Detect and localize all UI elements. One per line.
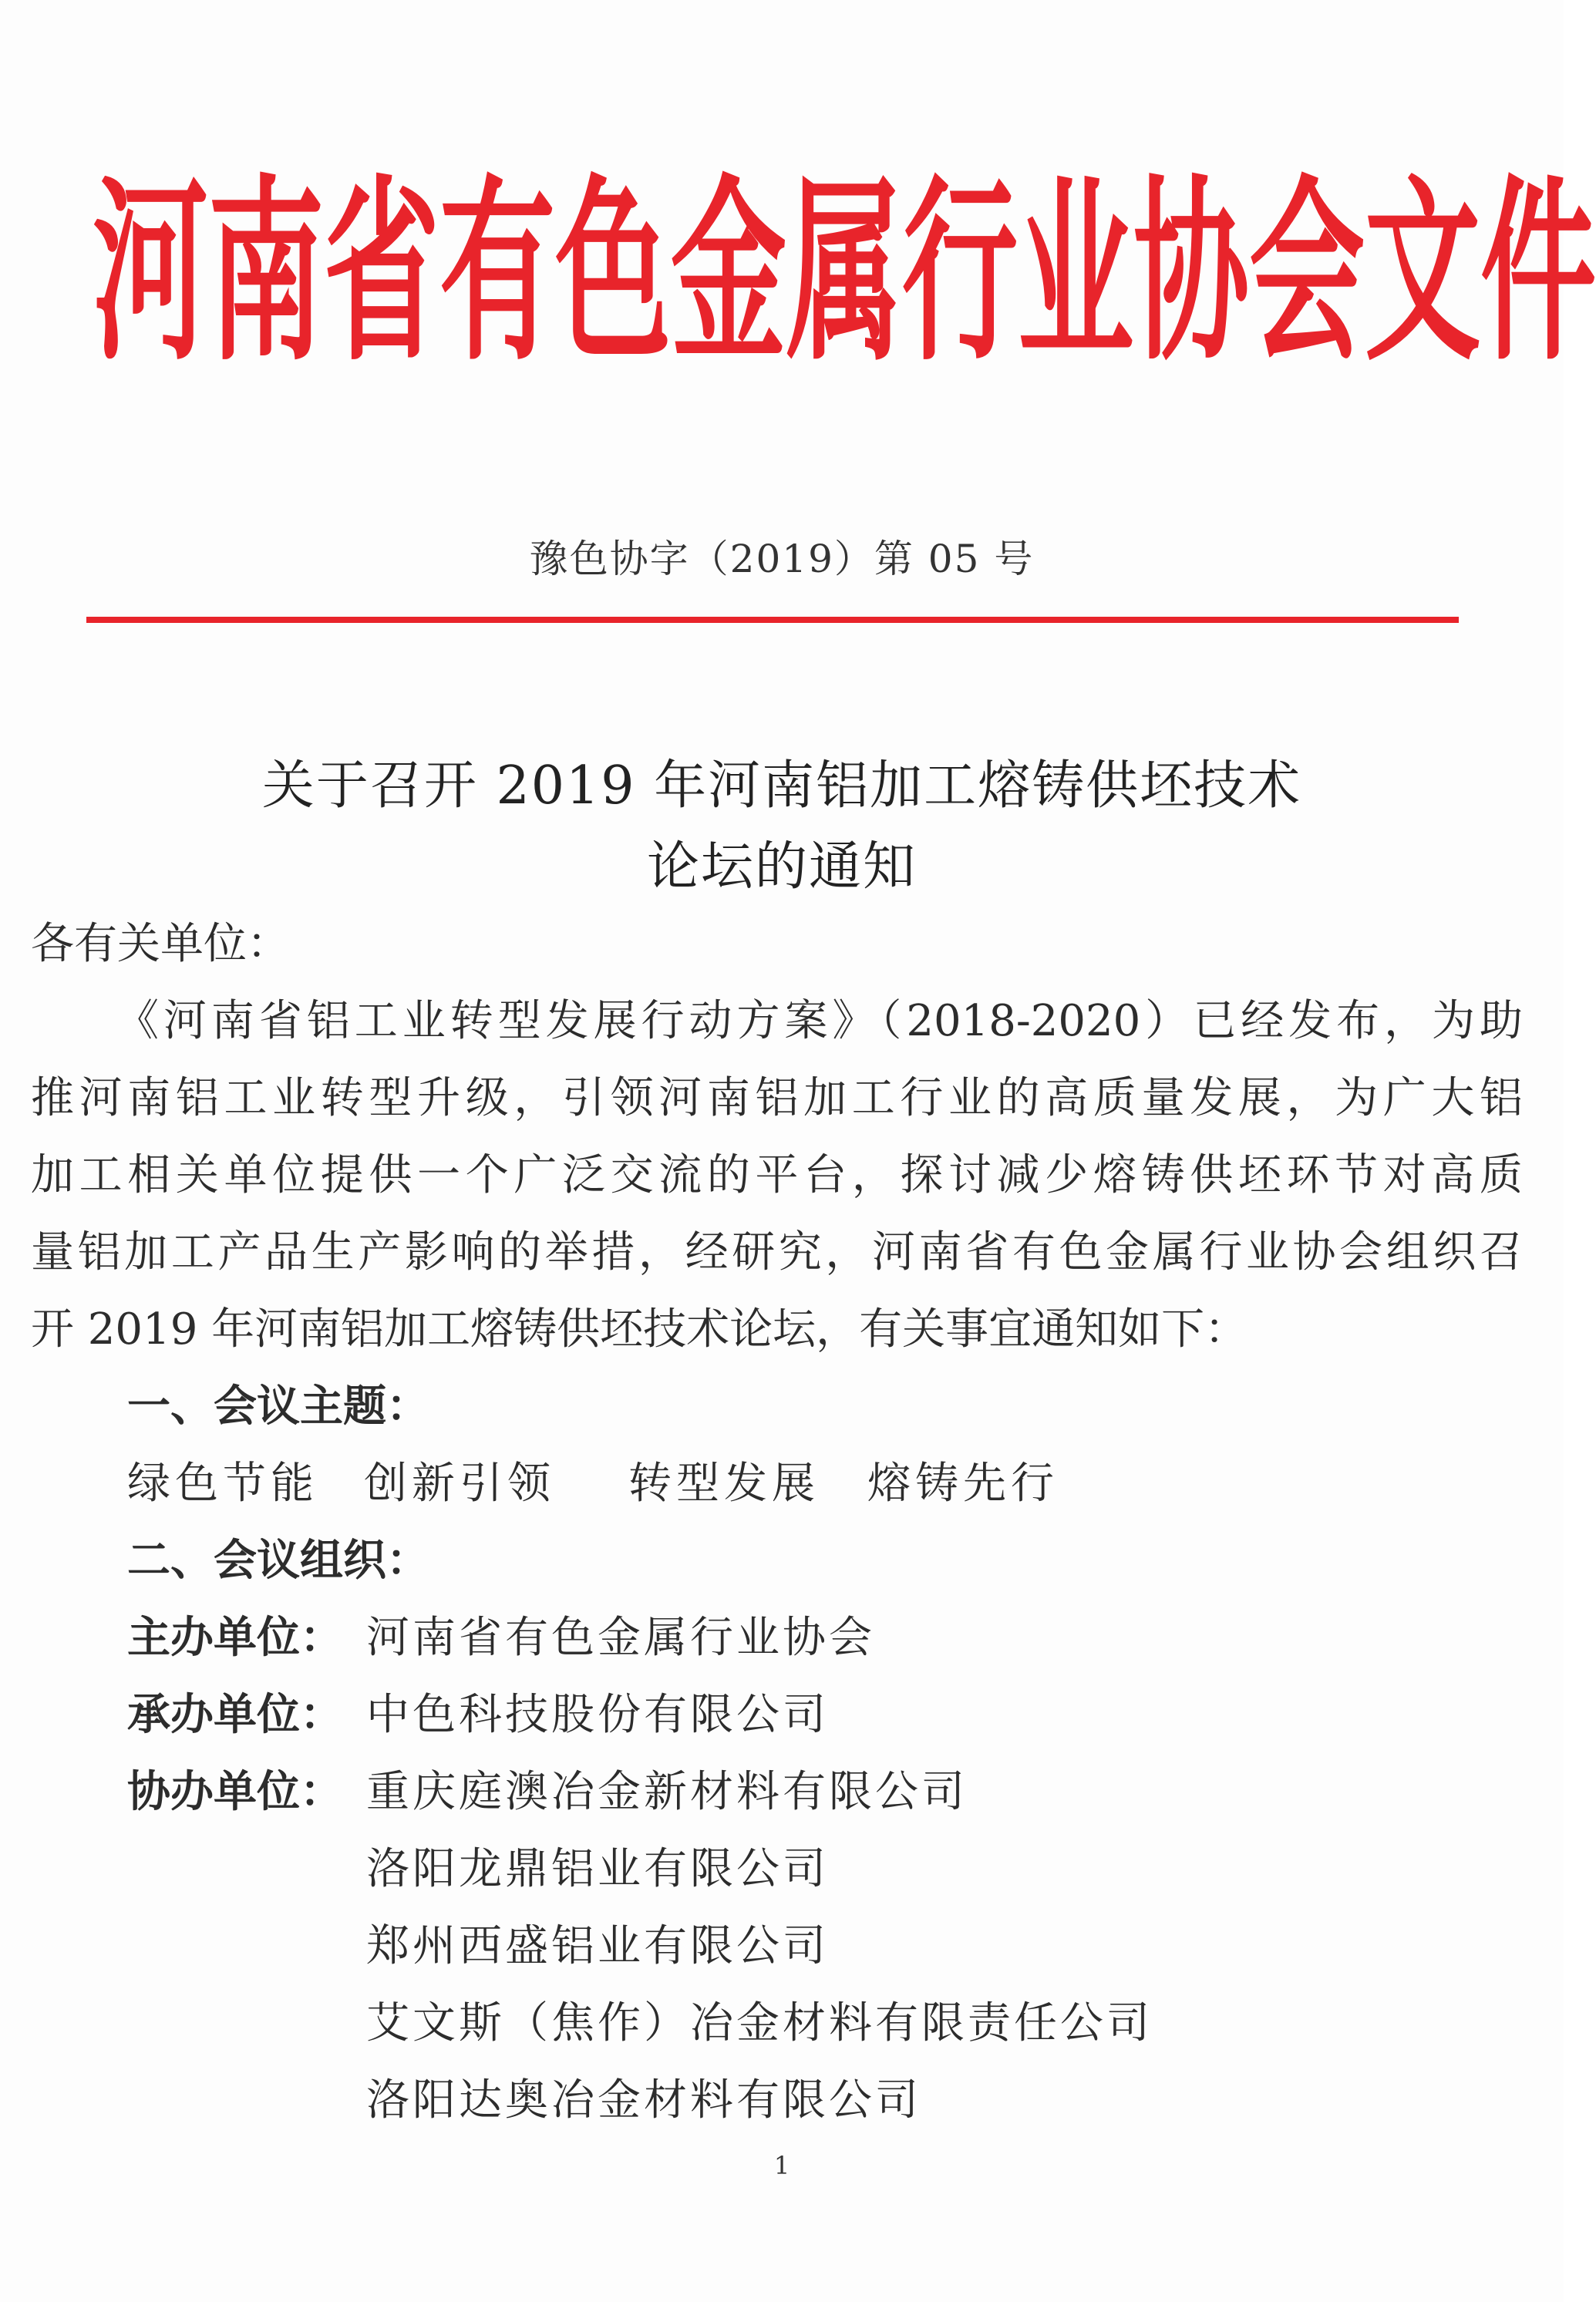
- host-value: 河南省有色金属行业协会: [366, 1613, 875, 1663]
- header-char: 金: [671, 160, 787, 388]
- document-number: 豫色协字（2019）第 05 号: [529, 537, 1035, 581]
- header-char: 色: [555, 160, 672, 388]
- theme-item: 绿色节能: [127, 1459, 318, 1509]
- body-line-5: 开 2019 年河南铝加工熔铸供坯技术论坛，有关事宜通知如下：: [31, 1304, 1248, 1355]
- co-organizer-value: 洛阳龙鼎铝业有限公司: [366, 1844, 829, 1894]
- header-char: 属: [786, 160, 903, 388]
- theme-item: 熔铸先行: [867, 1459, 1059, 1509]
- header-char: 会: [1249, 160, 1365, 388]
- organizer-value: 中色科技股份有限公司: [366, 1690, 829, 1740]
- body-line-4: 量铝加工产品生产影响的举措，经研究，河南省有色金属行业协会组织召: [31, 1227, 1523, 1277]
- host-label: 主办单位：: [127, 1613, 343, 1663]
- section-theme-heading: 一、会议主题：: [127, 1382, 429, 1432]
- co-organizer-value: 洛阳达奥冶金材料有限公司: [366, 2075, 921, 2125]
- co-organizer-label: 协办单位：: [127, 1767, 343, 1817]
- page-number: 1: [773, 2151, 790, 2180]
- header-char: 件: [1480, 160, 1596, 388]
- red-divider-rule: [86, 617, 1459, 623]
- co-organizer-value: 郑州西盛铝业有限公司: [366, 1921, 829, 1971]
- header-char: 文: [1365, 160, 1481, 388]
- organizer-label: 承办单位：: [127, 1690, 343, 1740]
- body-line-2: 推河南铝工业转型升级，引领河南铝加工行业的高质量发展，为广大铝: [31, 1073, 1523, 1123]
- co-organizer-value: 艾文斯（焦作）冶金材料有限责任公司: [366, 1998, 1153, 2048]
- header-char: 南: [208, 160, 325, 388]
- issuer-header-title: [93, 158, 1596, 389]
- header-char: 有: [439, 160, 556, 388]
- salutation: 各有关单位：: [31, 919, 290, 969]
- section-organization-heading: 二、会议组织：: [127, 1536, 429, 1586]
- theme-item: 创新引领: [364, 1459, 555, 1509]
- header-char: 行: [902, 160, 1019, 388]
- header-char: 河: [93, 160, 209, 388]
- notice-title-line-1: 关于召开 2019 年河南铝加工熔铸供坯技术: [261, 756, 1302, 816]
- header-char: 协: [1133, 160, 1250, 388]
- notice-title-line-2: 论坛的通知: [646, 836, 917, 897]
- theme-item: 转型发展: [628, 1459, 820, 1509]
- body-line-3: 加工相关单位提供一个广泛交流的平台，探讨减少熔铸供坯环节对高质: [31, 1150, 1523, 1200]
- body-line-1: 《河南省铝工业转型发展行动方案》（2018-2020）已经发布，为助: [116, 996, 1523, 1046]
- co-organizer-value: 重庆庭澳冶金新材料有限公司: [366, 1767, 968, 1817]
- header-char: 业: [1018, 160, 1134, 388]
- header-char: 省: [324, 160, 440, 388]
